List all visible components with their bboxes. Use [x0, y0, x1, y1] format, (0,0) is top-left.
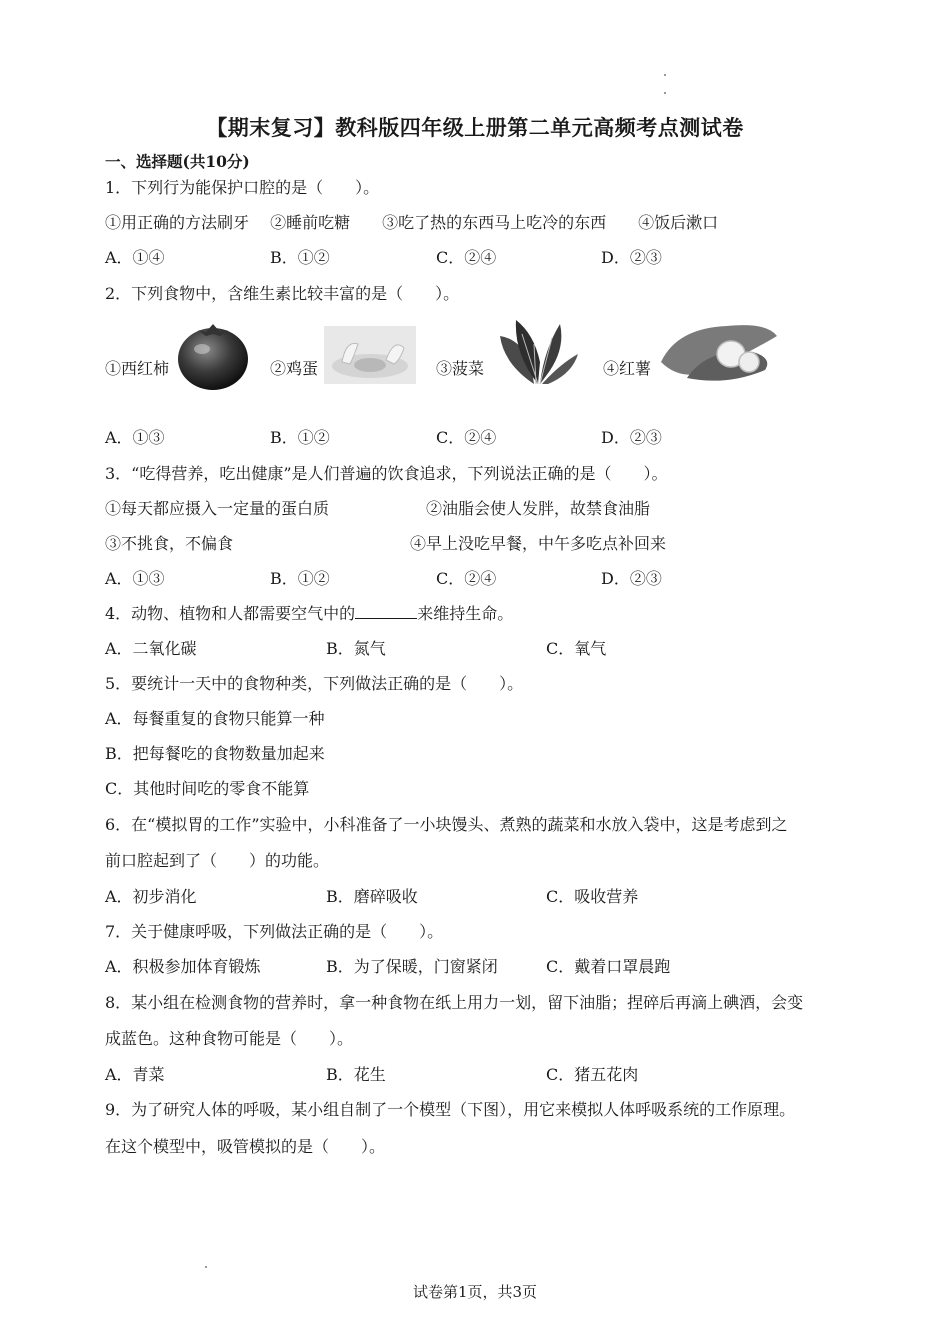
scan-mark [205, 1266, 207, 1268]
q4-stem-after: 来维持生命。 [417, 604, 514, 623]
q5-stem: 5．要统计一天中的食物种类，下列做法正确的是（ ）。 [105, 674, 524, 693]
q4-stem-before: 4．动物、植物和人都需要空气中的 [105, 604, 356, 623]
q6-option-b[interactable]: B．磨碎吸收 [326, 887, 418, 906]
q3-item-2: ②油脂会使人发胖，故禁食油脂 [426, 499, 651, 518]
q4-stem [105, 604, 513, 624]
q5-option-b[interactable]: B．把每餐吃的食物数量加起来 [105, 744, 325, 763]
section-heading: 一、选择题(共10分) [105, 152, 250, 171]
food-label-egg: ②鸡蛋 [270, 359, 319, 378]
food-label-tomato: ①西红柿 [105, 359, 170, 378]
q7-option-a[interactable]: A．积极参加体育锻炼 [105, 957, 261, 976]
q1-items: ①用正确的方法刷牙 ②睡前吃糖 ③吃了热的东西马上吃冷的东西 ④饭后漱口 [105, 213, 719, 232]
q4-option-a[interactable]: A．二氧化碳 [105, 639, 197, 658]
scan-mark [664, 74, 666, 76]
sweet-potato-image [657, 318, 783, 386]
q6-option-c[interactable]: C．吸收营养 [546, 887, 639, 906]
q2-option-d[interactable]: D．②③ [601, 428, 662, 447]
q1-option-d[interactable]: D．②③ [601, 248, 662, 267]
q3-item-1: ①每天都应摄入一定量的蛋白质 [105, 499, 330, 518]
q2-stem: 2．下列食物中，含维生素比较丰富的是（ ）。 [105, 284, 460, 303]
spinach-image [494, 314, 580, 390]
q2-option-b[interactable]: B．①② [270, 428, 330, 447]
page-title: 【期末复习】教科版四年级上册第二单元高频考点测试卷 [206, 115, 744, 140]
q1-option-b[interactable]: B．①② [270, 248, 330, 267]
q6-stem-line1: 6．在“模拟胃的工作”实验中，小科准备了一小块馒头、煮熟的蔬菜和水放入袋中，这是考虑到之 [105, 815, 788, 834]
q6-stem-line2: 前口腔起到了（ ）的功能。 [105, 851, 330, 870]
q5-option-a[interactable]: A．每餐重复的食物只能算一种 [105, 709, 325, 728]
q8-stem-line1: 8．某小组在检测食物的营养时，拿一种食物在纸上用力一划，留下油脂；捏碎后再滴上碘酒，会变 [105, 993, 804, 1012]
q7-option-c[interactable]: C．戴着口罩晨跑 [546, 957, 671, 976]
egg-image [324, 326, 416, 384]
q2-option-c[interactable]: C．②④ [436, 428, 497, 447]
q4-option-b[interactable]: B．氮气 [326, 639, 386, 658]
q3-item-4: ④早上没吃早餐，中午多吃点补回来 [410, 534, 667, 553]
q3-item-3: ③不挑食，不偏食 [105, 534, 234, 553]
tomato-image [176, 318, 250, 392]
q5-option-c[interactable]: C．其他时间吃的零食不能算 [105, 779, 310, 798]
q1-stem: 1．下列行为能保护口腔的是（ ）。 [105, 178, 380, 197]
q8-option-a[interactable]: A．青菜 [105, 1065, 165, 1084]
food-label-spinach: ③菠菜 [436, 359, 485, 378]
q3-option-a[interactable]: A．①③ [105, 569, 165, 588]
q7-stem: 7．关于健康呼吸，下列做法正确的是（ ）。 [105, 922, 444, 941]
q8-stem-line2: 成蓝色。这种食物可能是（ ）。 [105, 1029, 354, 1048]
q3-option-c[interactable]: C．②④ [436, 569, 497, 588]
q7-option-b[interactable]: B．为了保暖，门窗紧闭 [326, 957, 498, 976]
q2-option-a[interactable]: A．①③ [105, 428, 165, 447]
q4-option-c[interactable]: C．氧气 [546, 639, 607, 658]
q3-option-b[interactable]: B．①② [270, 569, 330, 588]
q8-option-b[interactable]: B．花生 [326, 1065, 386, 1084]
q9-stem-line2: 在这个模型中，吸管模拟的是（ ）。 [105, 1137, 386, 1156]
scan-mark [664, 92, 666, 94]
q1-option-a[interactable]: A．①④ [105, 248, 165, 267]
q4-answer-blank[interactable] [355, 604, 417, 619]
q3-stem: 3．“吃得营养，吃出健康”是人们普遍的饮食追求，下列说法正确的是（ ）。 [105, 464, 668, 483]
q8-option-c[interactable]: C．猪五花肉 [546, 1065, 639, 1084]
q9-stem-line1: 9．为了研究人体的呼吸，某小组自制了一个模型（下图），用它来模拟人体呼吸系统的工作原理。 [105, 1100, 796, 1119]
q3-option-d[interactable]: D．②③ [601, 569, 662, 588]
page-footer: 试卷第1页，共3页 [412, 1283, 538, 1301]
q6-option-a[interactable]: A．初步消化 [105, 887, 197, 906]
food-label-sweet-potato: ④红薯 [603, 359, 652, 378]
q1-option-c[interactable]: C．②④ [436, 248, 497, 267]
